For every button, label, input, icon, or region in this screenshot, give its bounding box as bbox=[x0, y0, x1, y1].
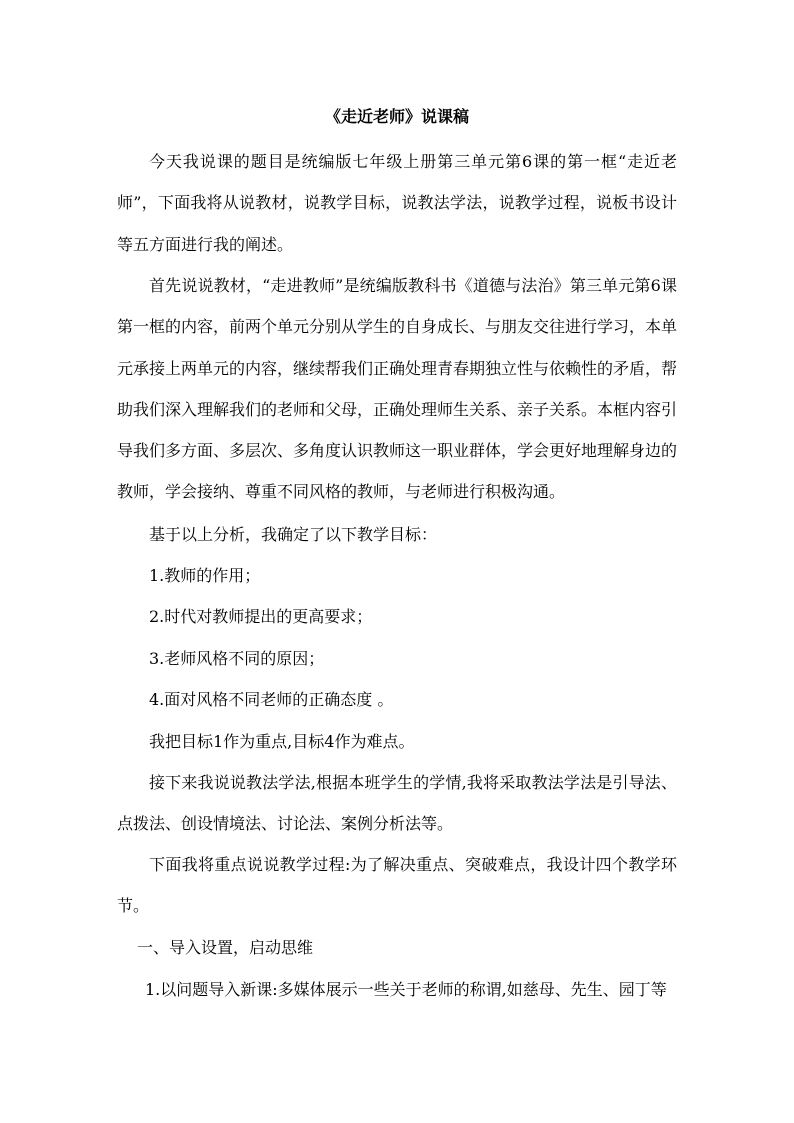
list-item-goal-4: 4.面对风格不同老师的正确态度 。 bbox=[149, 690, 394, 709]
list-item-goal-2: 2.时代对教师提出的更高要求； bbox=[149, 607, 373, 626]
list-item-goal-3: 3.老师风格不同的原因； bbox=[149, 649, 325, 668]
paragraph-goals-intro: 基于以上分析，我确定了以下教学目标： bbox=[149, 525, 438, 544]
paragraph-step-1: 1.以问题导入新课:多媒体展示一些关于老师的称谓,如慈母、先生、园丁等 bbox=[145, 980, 667, 999]
paragraph-process: 下面我将重点说说教学过程:为了解决重点、突破难点，我设计四个教学环节。 bbox=[117, 855, 677, 916]
list-item-goal-1: 1.教师的作用； bbox=[149, 566, 261, 585]
paragraph-methods: 接下来我说说教法学法,根据本班学生的学情,我将采取教法学法是引导法、点拨法、创设情境法、讨论法、案例分析法等。 bbox=[117, 773, 677, 834]
section-heading-1: 一、导入设置，启动思维 bbox=[137, 938, 314, 957]
paragraph-intro: 今天我说课的题目是统编版七年级上册第三单元第6课的第一框“走近老师”，下面我将从说教材，说教学目标，说教法学法，说教学过程，说板书设计等五方面进行我的阐述。 bbox=[117, 152, 677, 254]
paragraph-textbook: 首先说说教材，“走进教师”是统编版教科书《道德与法治》第三单元第6课第一框的内容，前两个单元分别从学生的自身成长、与朋友交往进行学习，本单元承接上两单元的内容，继续帮我们正确处理青春期独立性与依赖性的矛盾，帮助我们深入理解我们的老师和父母，正确处理师生关系、亲子关系。本框内容引导我们多方面、多层次、多角度认识教师这一职业群体，学会更好地理解身边的教师，学会接纳、尊重不同风格的教师，与老师进行积极沟通。 bbox=[117, 276, 678, 502]
paragraph-key-points: 我把目标1作为重点,目标4作为难点。 bbox=[149, 732, 415, 751]
document-title: 《走近老师》说课稿 bbox=[324, 107, 469, 126]
